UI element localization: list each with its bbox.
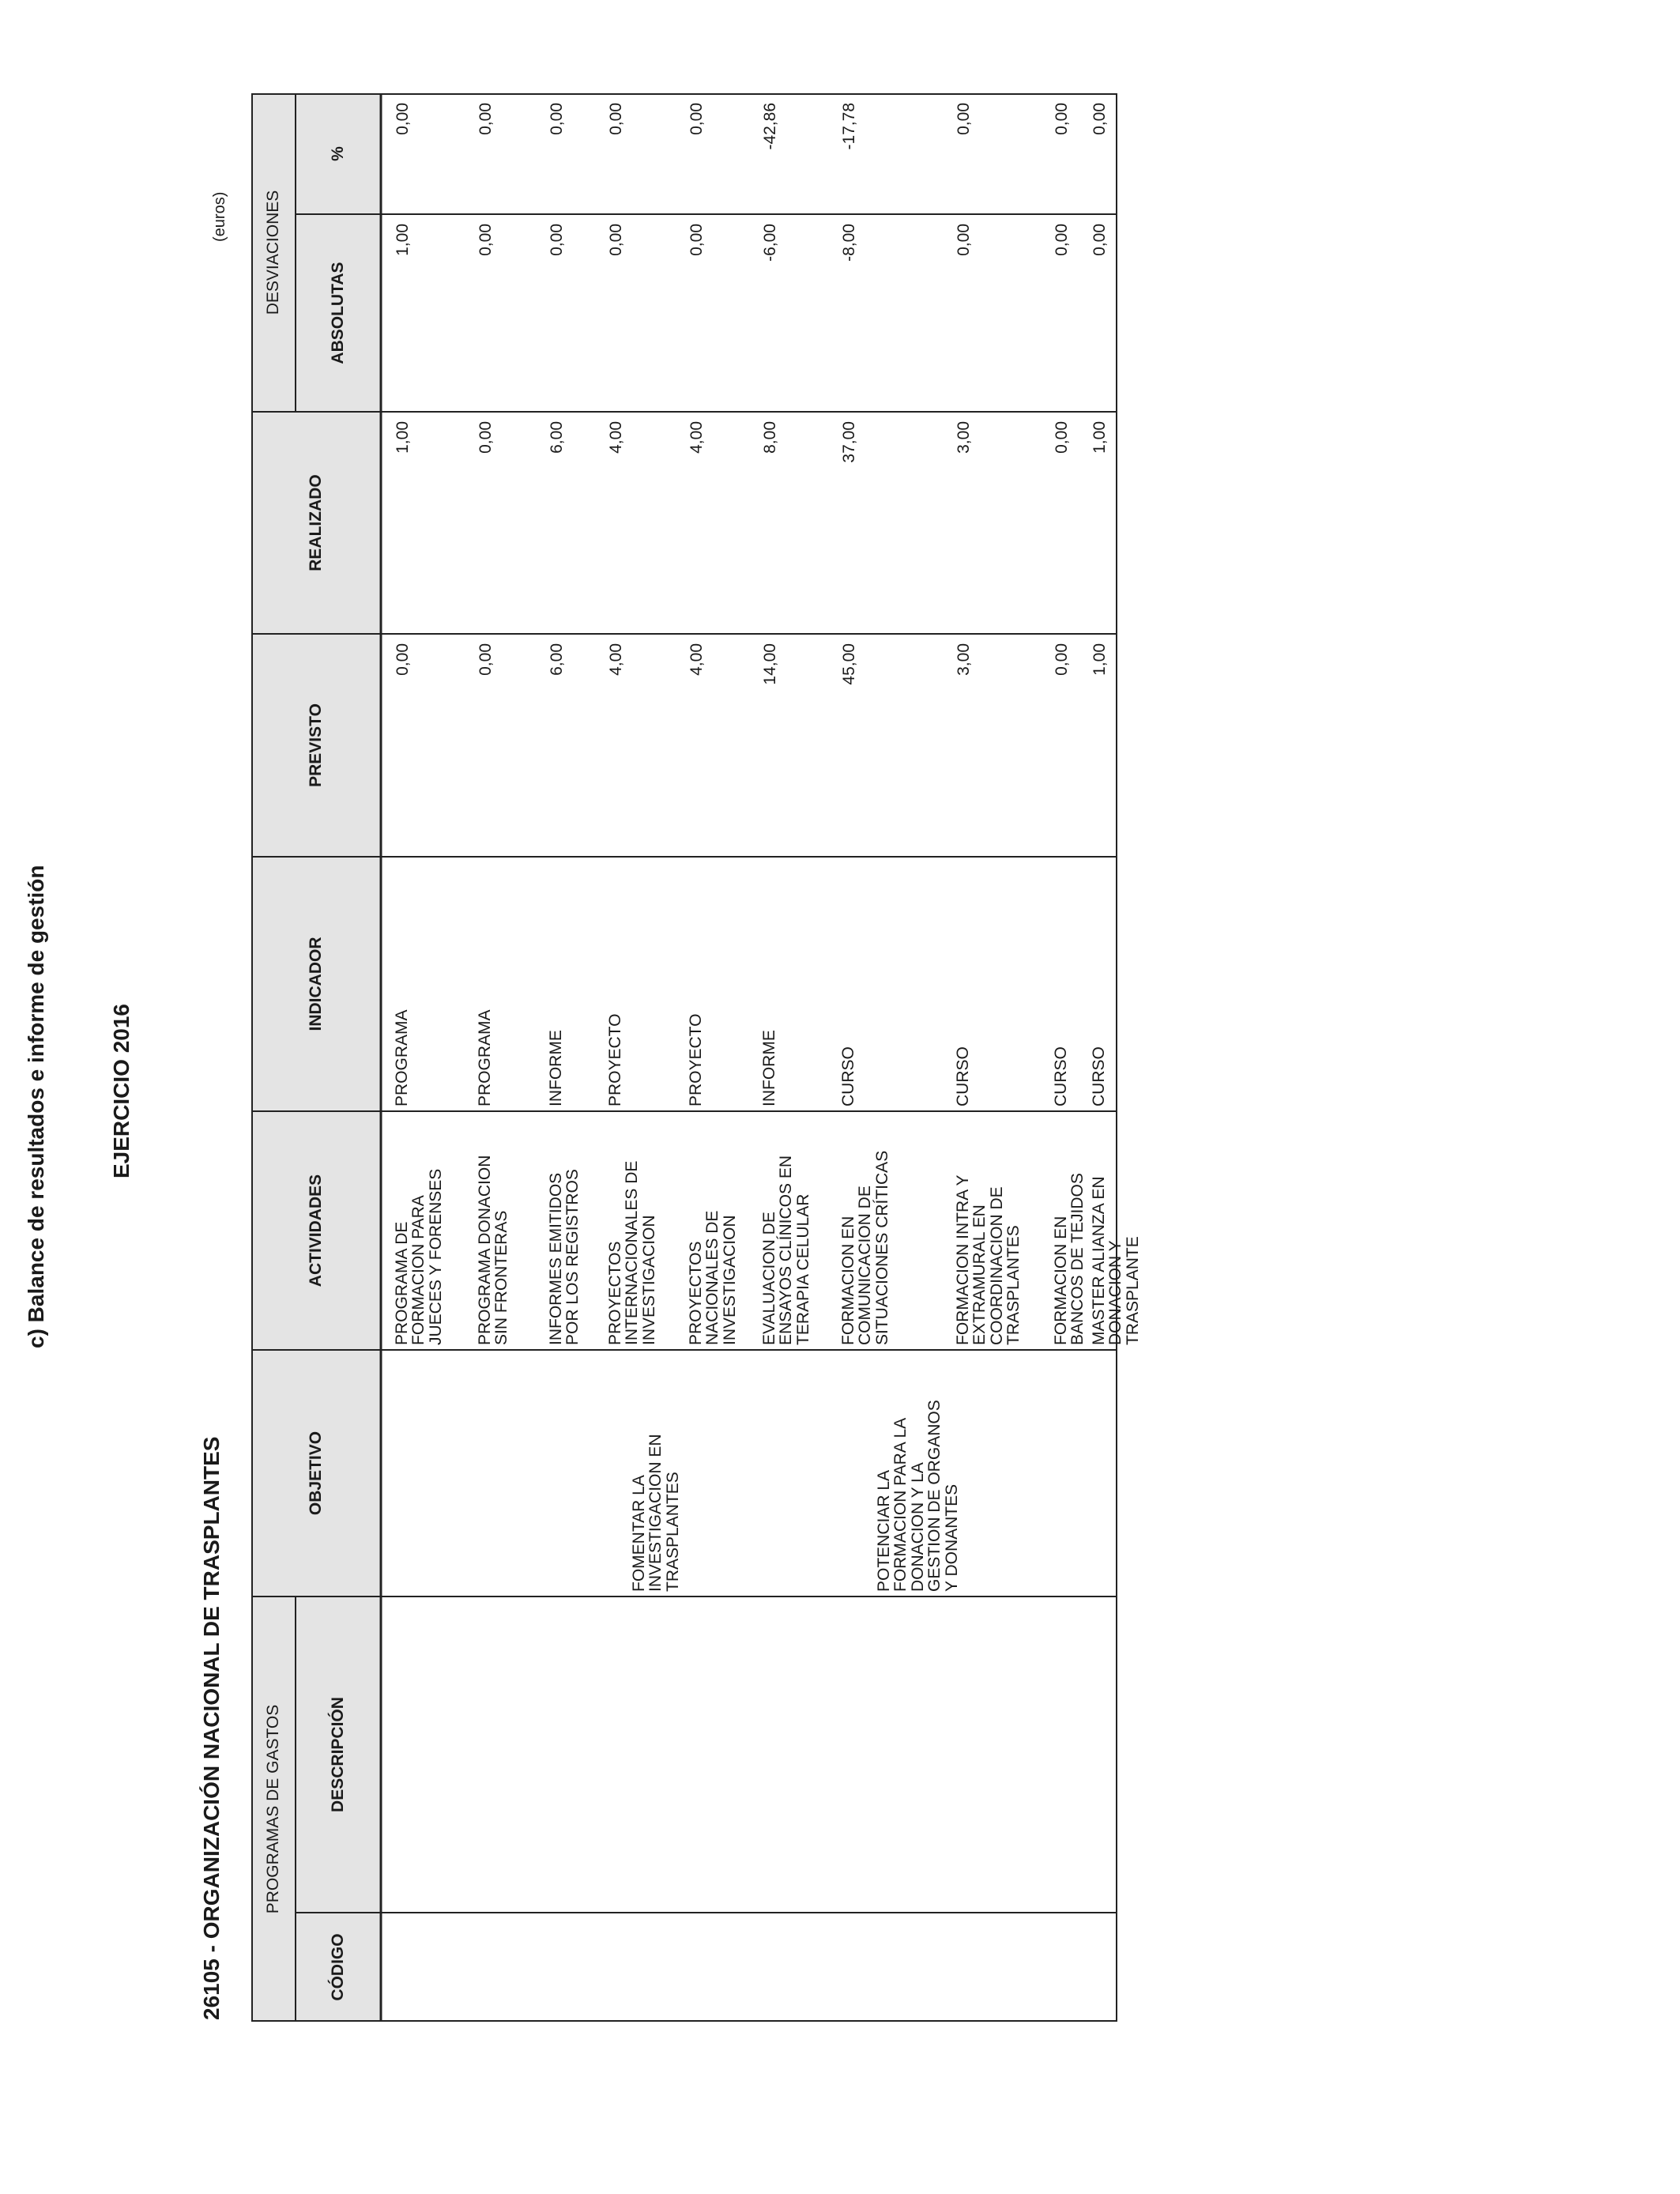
results-table [251, 93, 1142, 2022]
activity-cell [548, 1114, 582, 1345]
activity-cell [687, 1114, 738, 1345]
activity-line: DONACION Y [1106, 1240, 1125, 1345]
previsto-value: 0,00 [477, 643, 495, 676]
activity-cell [477, 1114, 510, 1345]
activity-line: PROYECTOS [606, 1241, 624, 1345]
absolutas-value: 0,00 [1053, 224, 1071, 256]
previsto-value: 1,00 [1090, 643, 1109, 676]
activity-cell [955, 1114, 1023, 1345]
absolutas-value: 0,00 [607, 224, 625, 256]
column-header-descripcion: DESCRIPCIÓN [329, 1697, 347, 1812]
activity-line: MASTER ALIANZA EN [1090, 1176, 1108, 1345]
activity-line: SIN FRONTERAS [492, 1210, 511, 1345]
objective-line: FORMACION PARA LA [891, 1417, 910, 1592]
activity-line: SITUACIONES CRÍTICAS [872, 1150, 891, 1345]
activity-line: COORDINACION DE [987, 1186, 1006, 1345]
activity-line: EVALUACION DE [760, 1212, 778, 1345]
indicator-cell: INFORME [547, 1030, 565, 1106]
section-title: c) Balance de resultados e informe de gestión [24, 865, 48, 1348]
activity-line: COMUNICACION DE [856, 1186, 875, 1345]
previsto-value: 14,00 [761, 643, 779, 685]
absolutas-value: 0,00 [1090, 224, 1109, 256]
realizado-value: 6,00 [548, 421, 566, 454]
previsto-value: 45,00 [840, 643, 858, 685]
porcentaje-value: 0,00 [394, 103, 412, 135]
column-header-previsto: PREVISTO [307, 703, 325, 787]
indicator-cell: PROGRAMA [476, 1009, 494, 1106]
column-header-absolutas: ABSOLUTAS [329, 262, 347, 364]
activity-line: TRASPLANTE [1123, 1236, 1142, 1345]
objective-line: FOMENTAR LA [630, 1475, 648, 1592]
objective-line: Y DONANTES [942, 1483, 961, 1592]
column-header-porcentaje: % [329, 146, 347, 161]
indicator-cell: CURSO [1052, 1046, 1070, 1106]
porcentaje-value: 0,00 [687, 103, 706, 135]
porcentaje-value: 0,00 [1090, 103, 1109, 135]
realizado-value: 8,00 [761, 421, 779, 454]
column-header-actividades: ACTIVIDADES [307, 1174, 325, 1287]
activity-line: INFORMES EMITIDOS [547, 1172, 565, 1345]
objective-cell [631, 1353, 681, 1592]
realizado-value: 3,00 [955, 421, 973, 454]
porcentaje-value: 0,00 [607, 103, 625, 135]
porcentaje-value: 0,00 [955, 103, 973, 135]
objective-line: DONACION Y LA [908, 1462, 927, 1592]
activity-line: POR LOS REGISTROS [563, 1169, 582, 1345]
porcentaje-value: 0,00 [548, 103, 566, 135]
previsto-value: 0,00 [394, 643, 412, 676]
activity-line: ENSAYOS CLÍNICOS EN [777, 1155, 796, 1345]
indicator-cell: CURSO [954, 1046, 972, 1106]
objective-line: GESTION DE ORGANOS [925, 1400, 944, 1592]
column-header-realizado: REALIZADO [307, 474, 325, 571]
realizado-value: 0,00 [1053, 421, 1071, 454]
group-header-programas: PROGRAMAS DE GASTOS [264, 1704, 282, 1914]
activity-line: TERAPIA CELULAR [793, 1193, 812, 1345]
objective-cell [876, 1353, 960, 1592]
activity-line: BANCOS DE TEJIDOS [1068, 1173, 1087, 1345]
activity-line: INVESTIGACION [639, 1215, 658, 1345]
indicator-cell: CURSO [1090, 1046, 1108, 1106]
activity-line: FORMACION PARA [409, 1195, 428, 1345]
activity-line: PROGRAMA DE [393, 1221, 411, 1345]
group-header-desviaciones: DESVIACIONES [264, 190, 282, 315]
previsto-value: 4,00 [607, 643, 625, 676]
activity-line: PROYECTOS [687, 1241, 705, 1345]
activity-cell [761, 1114, 812, 1345]
activity-line: NACIONALES DE [703, 1210, 722, 1345]
realizado-value: 4,00 [607, 421, 625, 454]
activity-line: JUECES Y FORENSES [426, 1168, 445, 1345]
activity-cell [394, 1114, 444, 1345]
column-header-indicador: INDICADOR [307, 937, 325, 1031]
activity-line: INTERNACIONALES DE [623, 1160, 642, 1345]
previsto-value: 4,00 [687, 643, 706, 676]
porcentaje-value: 0,00 [477, 103, 495, 135]
porcentaje-value: -17,78 [840, 103, 858, 150]
porcentaje-value: 0,00 [1053, 103, 1071, 135]
realizado-value: 4,00 [687, 421, 706, 454]
column-header-codigo: CÓDIGO [329, 1933, 347, 2001]
activity-cell [607, 1114, 657, 1345]
indicator-cell: PROYECTO [606, 1013, 624, 1106]
realizado-value: 1,00 [1090, 421, 1109, 454]
column-header-objetivo: OBJETIVO [307, 1431, 325, 1516]
previsto-value: 6,00 [548, 643, 566, 676]
previsto-value: 0,00 [1053, 643, 1071, 676]
objective-line: INVESTIGACION EN [646, 1434, 665, 1592]
porcentaje-value: -42,86 [761, 103, 779, 150]
indicator-cell: CURSO [839, 1046, 857, 1106]
absolutas-value: 0,00 [548, 224, 566, 256]
activity-cell [1053, 1114, 1087, 1345]
organization-title: 26105 - ORGANIZACIÓN NACIONAL DE TRASPLANTES [199, 1436, 224, 2020]
units-label: (euros) [211, 191, 228, 242]
activity-line: EXTRAMURAL EN [970, 1204, 989, 1345]
activity-cell [840, 1114, 891, 1345]
indicator-cell: PROYECTO [687, 1013, 705, 1106]
activity-cell [1090, 1114, 1141, 1345]
absolutas-value: 0,00 [687, 224, 706, 256]
absolutas-value: -6,00 [761, 224, 779, 262]
activity-line: FORMACION INTRA Y [954, 1174, 972, 1345]
year-title: EJERCICIO 2016 [109, 1004, 134, 1178]
objective-line: TRASPLANTES [663, 1472, 682, 1592]
activity-line: FORMACION EN [839, 1216, 857, 1345]
activity-line: TRASPLANTES [1004, 1225, 1023, 1345]
indicator-cell: PROGRAMA [393, 1009, 411, 1106]
absolutas-value: 0,00 [955, 224, 973, 256]
realizado-value: 0,00 [477, 421, 495, 454]
absolutas-value: 0,00 [477, 224, 495, 256]
objective-line: POTENCIAR LA [875, 1469, 893, 1592]
activity-line: PROGRAMA DONACION [476, 1155, 494, 1345]
table-grid [251, 93, 1117, 2022]
indicator-cell: INFORME [760, 1030, 778, 1106]
realizado-value: 37,00 [840, 421, 858, 463]
previsto-value: 3,00 [955, 643, 973, 676]
activity-line: FORMACION EN [1052, 1216, 1070, 1345]
realizado-value: 1,00 [394, 421, 412, 454]
absolutas-value: -8,00 [840, 224, 858, 262]
absolutas-value: 1,00 [394, 224, 412, 256]
activity-line: INVESTIGACION [720, 1215, 739, 1345]
